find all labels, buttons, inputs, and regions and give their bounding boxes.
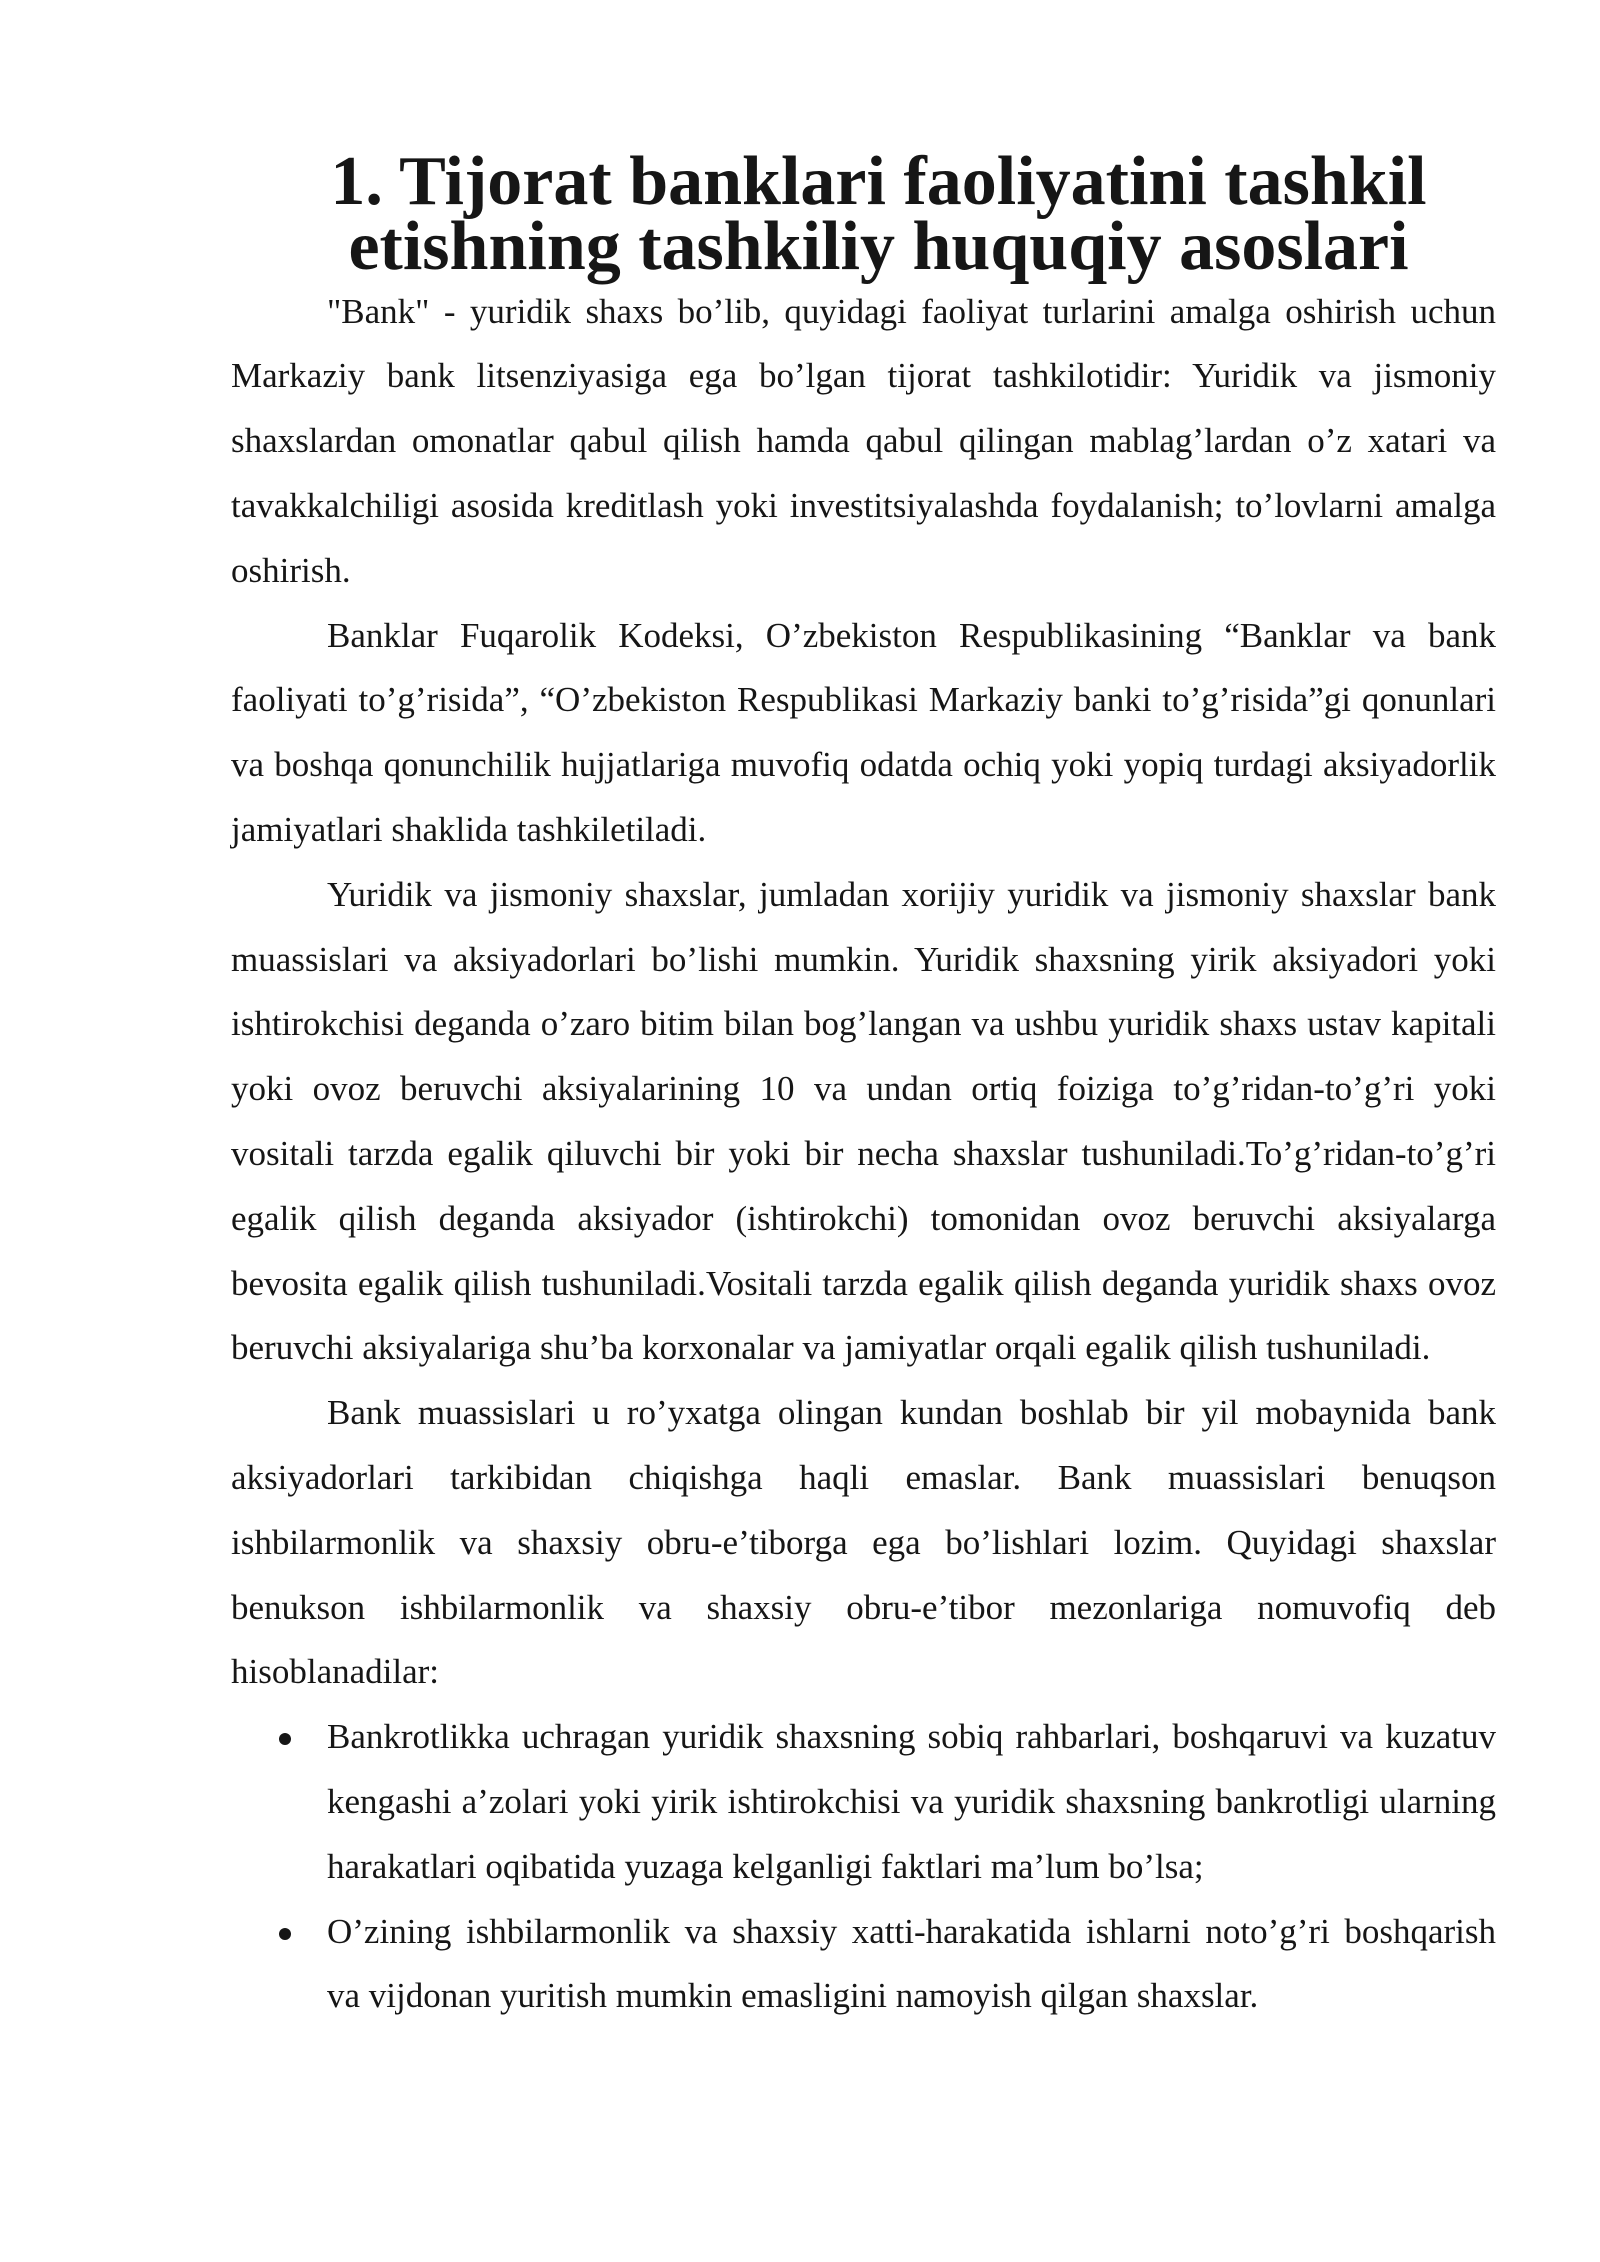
list-item [231, 1900, 1496, 2030]
paragraph-legal-basis: Banklar Fuqarolik Kodeksi, O’zbekiston Respublikasining “Banklar va bank faoliyati to’g’risida”, “O’zbekiston Respublikasi Markaziy banki to’g’risida”gi qonunlari va boshqa qonunchilik hujjatlariga muvofiq odatda ochiq yoki yopiq turdagi aksiyadorlik jamiyatlari shaklida tashkiletiladi. [231, 615, 1496, 849]
paragraph-founders-reputation: Bank muassislari u ro’yxatga olingan kundan boshlab bir yil mobaynida bank aksiyadorlari tarkibidan chiqishga haqli emaslar. Bank muassislari benuqson ishbilarmonlik va shaxsiy obru-e’tiborga ega bo’lishlari lozim. Quyidagi shaxslar benukson ishbilarmonlik va shaxsiy obru-e’tibor mezonlariga nomuvofiq deb hisoblanadilar: [231, 1393, 1496, 1692]
paragraph-founders-shareholders: Yuridik va jismoniy shaxslar, jumladan xorijiy yuridik va jismoniy shaxslar bank muassislari va aksiyadorlari bo’lishi mumkin. Yuridik shaxsning yirik aksiyadori yoki ishtirokchisi deganda o’zaro bitim bilan bog’langan va ushbu yuridik shaxs ustav kapitali yoki ovoz beruvchi aksiyalarining 10 va undan ortiq foiziga to’g’ridan-to’g’ri yoki vositali tarzda egalik qiluvchi bir yoki bir necha shaxslar tushuniladi.To’g’ridan-to’g’ri egalik qilish deganda aksiyador (ishtirokchi) tomonidan ovoz beruvchi aksiyalarga bevosita egalik qilish tushuniladi.Vositali tarzda egalik qilish deganda yuridik shaxs ovoz beruvchi aksiyalariga shu’ba korxonalar va jamiyatlar orqali egalik qilish tushuniladi. [231, 874, 1496, 1368]
list-item-text: Bankrotlikka uchragan yuridik shaxsning sobiq rahbarlari, boshqaruvi va kuzatuv kengashi a’zolari yoki yirik ishtirokchisi va yuridik shaxsning bankrotligi ularning harakatlari oqibatida yuzaga kelganligi faktlari ma’lum bo’lsa; [327, 1717, 1496, 1886]
list-item-text: O’zining ishbilarmonlik va shaxsiy xatti-harakatida ishlarni noto’g’ri boshqarish va vijdonan yuritish mumkin emasligini namoyish qilgan shaxslar. [327, 1911, 1496, 2016]
section-heading: 1. Tijorat banklari faoliyatini tashkil etishning tashkiliy huquqiy asoslari [330, 143, 1427, 285]
bullet-icon [279, 1733, 291, 1745]
list-item [231, 1705, 1496, 1899]
bullet-icon [279, 1928, 291, 1940]
criteria-list [231, 1705, 1496, 2029]
paragraph-bank-definition: "Bank" - yuridik shaxs bo’lib, quyidagi faoliyat turlarini amalga oshirish uchun Markaziy bank litsenziyasiga ega bo’lgan tijorat tashkilotidir: Yuridik va jismoniy shaxslardan omonatlar qabul qilish hamda qabul qilingan mablag’lardan o’z xatari va tavakkalchiligi asosida kreditlash yoki investitsiyalashda foydalanish; to’lovlarni amalga oshirish. [231, 291, 1496, 590]
document-page [231, 143, 1496, 2029]
